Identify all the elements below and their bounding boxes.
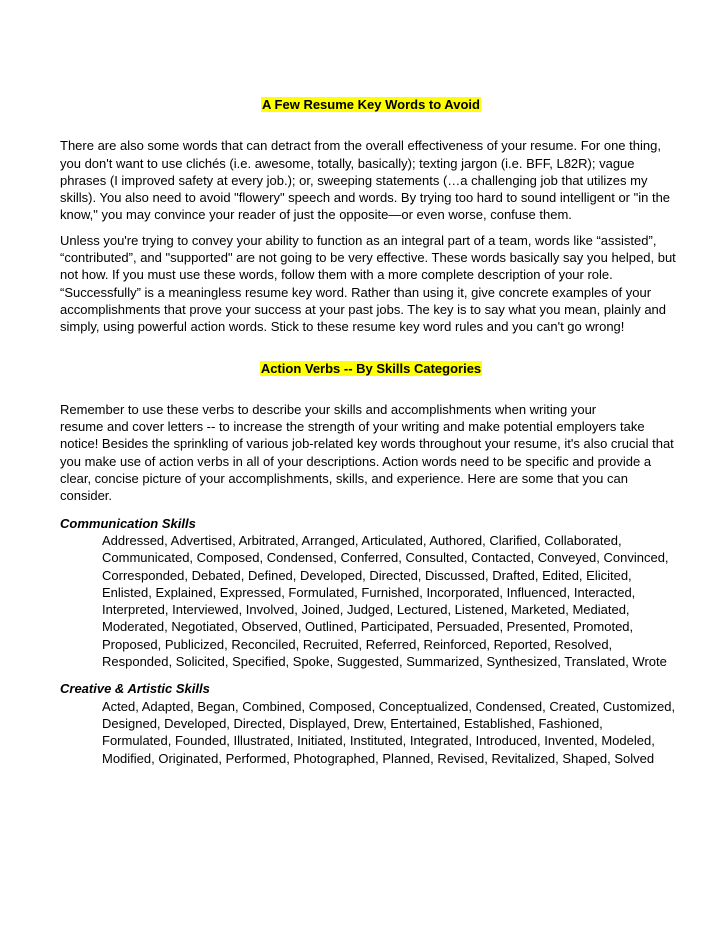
verb-line: Acted, Adapted, Began, Combined, Composed, Conceptualized, Condensed, Created, Customized,	[102, 698, 676, 714]
text-line: Remember to use these verbs to describe your skills and accomplishments when writing your	[60, 401, 597, 417]
category-title-communication: Communication Skills	[60, 515, 196, 531]
verb-line: Communicated, Composed, Condensed, Conferred, Consulted, Contacted, Conveyed, Convinced,	[102, 550, 669, 566]
text-line: Unless you're trying to convey your ability to function as an integral part of a team, words like “assisted”,	[60, 232, 657, 248]
text-line: skills). You also need to avoid "flowery" speech and words. By trying too hard to sound intelligent or "in the	[60, 190, 671, 206]
text-line: you make use of action verbs in all of your descriptions. Action words need to be specific and provide a	[60, 453, 652, 469]
category-words-communication	[102, 532, 682, 670]
text-line: notice! Besides the sprinkling of various job-related key words throughout your resume, it's also crucial that	[60, 436, 674, 452]
category-words-creative	[102, 698, 682, 767]
text-line: phrases (I improved safety at every job.); or, sweeping statements (…a challenging job that utilizes my	[60, 172, 648, 188]
section-title-avoid: A Few Resume Key Words to Avoid	[262, 97, 480, 112]
verb-line: Corresponded, Debated, Defined, Developed, Directed, Discussed, Drafted, Edited, Elicited,	[102, 567, 632, 583]
verb-line: Proposed, Publicized, Reconciled, Recruited, Referred, Reinforced, Reported, Resolved,	[102, 636, 613, 652]
text-line: resume and cover letters -- to increase the strength of your writing and make potential employers take	[60, 419, 645, 435]
verb-line: Enlisted, Explained, Expressed, Formulated, Furnished, Incorporated, Influenced, Interacted,	[102, 584, 636, 600]
document-page	[60, 96, 682, 767]
text-line: accomplishments that prove your success at your past jobs. The key is to say what you mean, plainly and	[60, 301, 667, 317]
verb-line: Addressed, Advertised, Arbitrated, Arranged, Articulated, Authored, Clarified, Collaborated,	[102, 532, 622, 548]
category-title-creative: Creative & Artistic Skills	[60, 681, 210, 697]
text-line: “Successfully” is a meaningless resume key word. Rather than using it, give concrete examples of your	[60, 284, 652, 300]
text-line: clear, concise picture of your accomplishments, skills, and experience. Here are some that you can	[60, 471, 628, 487]
text-line: know," you may convince your reader of just the opposite—or even worse, confuse them.	[60, 207, 572, 223]
paragraph-action-verbs-intro	[60, 401, 682, 505]
text-line: “contributed”, and "supported" are not going to be very effective. These words basically say you helped, but	[60, 250, 676, 266]
text-line: There are also some words that can detract from the overall effectiveness of your resume. For one thing,	[60, 138, 661, 154]
section-title-action-verbs: Action Verbs -- By Skills Categories	[260, 360, 482, 376]
verb-line: Formulated, Founded, Illustrated, Initiated, Instituted, Integrated, Introduced, Invented, Modeled,	[102, 733, 655, 749]
verb-line: Designed, Developed, Directed, Displayed, Drew, Entertained, Established, Fashioned,	[102, 715, 603, 731]
text-line: you don't want to use clichés (i.e. awesome, totally, basically); texting jargon (i.e. BFF, L82R); vague	[60, 155, 635, 171]
verb-line: Modified, Originated, Performed, Photographed, Planned, Revised, Revitalized, Shaped, Solved	[102, 750, 655, 766]
verb-line: Moderated, Negotiated, Observed, Outlined, Participated, Persuaded, Presented, Promoted,	[102, 619, 634, 635]
verb-line: Responded, Solicited, Specified, Spoke, Suggested, Summarized, Synthesized, Translated, Wrote	[102, 654, 667, 670]
text-line: simply, using powerful action words. Stick to these resume key word rules and you can't go wrong!	[60, 319, 625, 335]
text-line: consider.	[60, 488, 113, 504]
verb-line: Interpreted, Interviewed, Involved, Joined, Judged, Lectured, Listened, Marketed, Mediated,	[102, 602, 630, 618]
text-line: not how. If you must use these words, follow them with a more complete description of your role.	[60, 267, 613, 283]
paragraph-avoid-1	[60, 137, 682, 223]
paragraph-avoid-2	[60, 232, 682, 336]
